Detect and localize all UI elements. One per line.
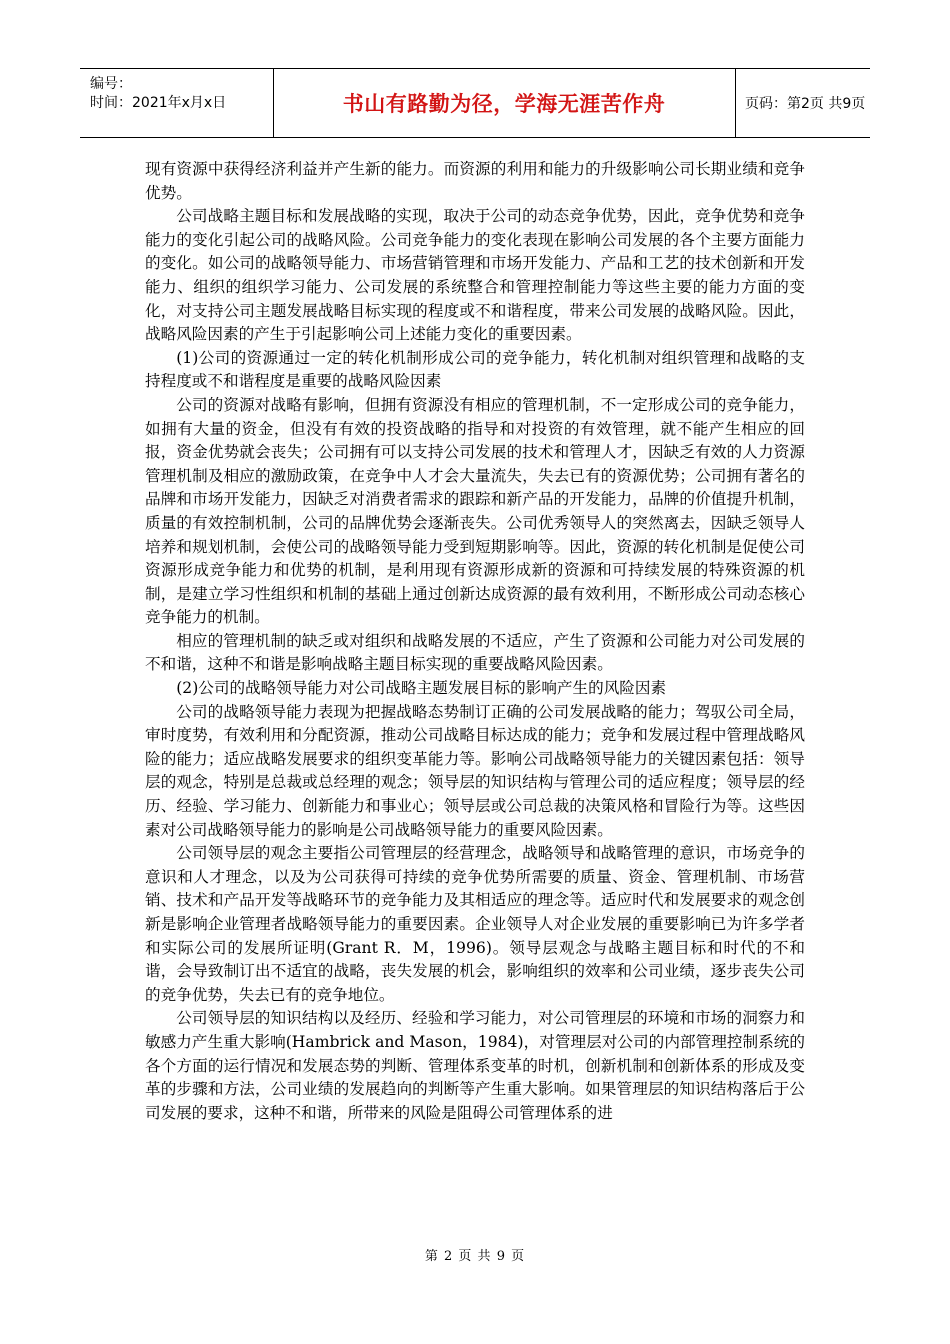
header-motto-cell [273,69,736,137]
header-motto: 书山有路勤为径，学海无涯苦作舟 [342,92,666,116]
paragraph: 公司领导层的知识结构以及经历、经验和学习能力，对公司管理层的环境和市场的洞察力和敏感力产生重大影响(Hambrick and Mason，1984)，对管理层对公司的内部管理控制系统的各个方面的运行情况和发展态势的判断、管理体系变革的时机，创新机制和创新体系的形成及变革的步骤和方法，公司业绩的发展趋向的判断等产生重大影响。如果管理层的知识结构落后于公司发展的要求，这种不和谐，所带来的风险是阻碍公司管理体系的进 [145,1009,805,1122]
header-page-label: 页码：第2页 共9页 [745,96,866,112]
paragraph: 公司战略主题目标和发展战略的实现，取决于公司的动态竞争优势，因此，竞争优势和竞争能力的变化引起公司的战略风险。公司竞争能力的变化表现在影响公司发展的各个主要方面能力的变化。如公司的战略领导能力、市场营销管理和市场开发能力、产品和工艺的技术创新和开发能力、组织的组织学习能力、公司发展的系统整合和管理控制能力等这些主要的能力方面的变化，对支持公司主题发展战略目标实现的程度或不和谐程度，带来公司发展的战略风险。因此，战略风险因素的产生于引起影响公司上述能力变化的重要因素。 [145,207,805,344]
page-footer: 第 2 页 共 9 页 [424,1249,526,1264]
paragraph: 公司的战略领导能力表现为把握战略态势制订正确的公司发展战略的能力；驾驭公司全局，审时度势，有效利用和分配资源，推动公司战略目标达成的能力；竞争和发展过程中管理战略风险的能力；适应战略发展要求的组织变革能力等。影响公司战略领导能力的关键因素包括：领导层的观念，特别是总裁或总经理的观念；领导层的知识结构与管理公司的适应程度；领导层的经历、经验、学习能力、创新能力和事业心；领导层或公司总裁的决策风格和冒险行为等。这些因素对公司战略领导能力的影响是公司战略领导能力的重要风险因素。 [145,702,805,839]
paragraph: 公司的资源对战略有影响，但拥有资源没有相应的管理机制，不一定形成公司的竞争能力，如拥有大量的资金，但没有有效的投资战略的指导和对投资的有效管理，就不能产生相应的回报，资金优势就会丧失；公司拥有可以支持公司发展的技术和管理人才，因缺乏有效的人力资源管理机制及相应的激励政策，在竞争中人才会大量流失，失去已有的资源优势；公司拥有著名的品牌和市场开发能力，因缺乏对消费者需求的跟踪和新产品的开发能力，品牌的价值提升机制，质量的有效控制机制，公司的品牌优势会逐渐丧失。公司优秀领导人的突然离去，因缺乏领导人培养和规划机制，会使公司的战略领导能力受到短期影响等。因此，资源的转化机制是促使公司资源形成竞争能力和优势的机制，是利用现有资源形成新的资源和可持续发展的特殊资源的机制，是建立学习性组织和机制的基础上通过创新达成资源的最有效利用，不断形成公司动态核心竞争能力的机制。 [145,395,805,627]
page-header [80,68,870,138]
paragraph: 现有资源中获得经济利益并产生新的能力。而资源的利用和能力的升级影响公司长期业绩和竞争优势。 [145,160,805,202]
header-meta-cell [80,69,274,137]
paragraph: 公司领导层的观念主要指公司管理层的经营理念，战略领导和战略管理的意识，市场竞争的意识和人才理念，以及为公司获得可持续的竞争优势所需要的质量、资金、管理机制、市场营销、技术和产品开发等战略环节的竞争能力及其相适应的理念等。适应时代和发展要求的观念创新是影响企业管理者战略领导能力的重要因素。企业领导人对企业发展的重要影响已为许多学者和实际公司的发展所证明(Grant R．M，1996)。领导层观念与战略主题目标和时代的不和谐，会导致制订出不适宜的战略，丧失发展的机会，影响组织的效率和公司业绩，逐步丧失公司的竞争优势，失去已有的竞争地位。 [145,844,805,1004]
section-heading: (1)公司的资源通过一定的转化机制形成公司的竞争能力，转化机制对组织管理和战略的支持程度或不和谐程度是重要的战略风险因素 [145,348,805,391]
paragraph: 相应的管理机制的缺乏或对组织和战略发展的不适应，产生了资源和公司能力对公司发展的不和谐，这种不和谐是影响战略主题目标实现的重要战略风险因素。 [145,631,805,674]
document-number-label: 编号： [90,76,132,92]
section-heading: (2)公司的战略领导能力对公司战略主题发展目标的影响产生的风险因素 [176,679,667,698]
document-time-label: 时间：2021年x月x日 [90,95,227,111]
header-page-cell [735,69,870,137]
document-body [145,158,805,1125]
